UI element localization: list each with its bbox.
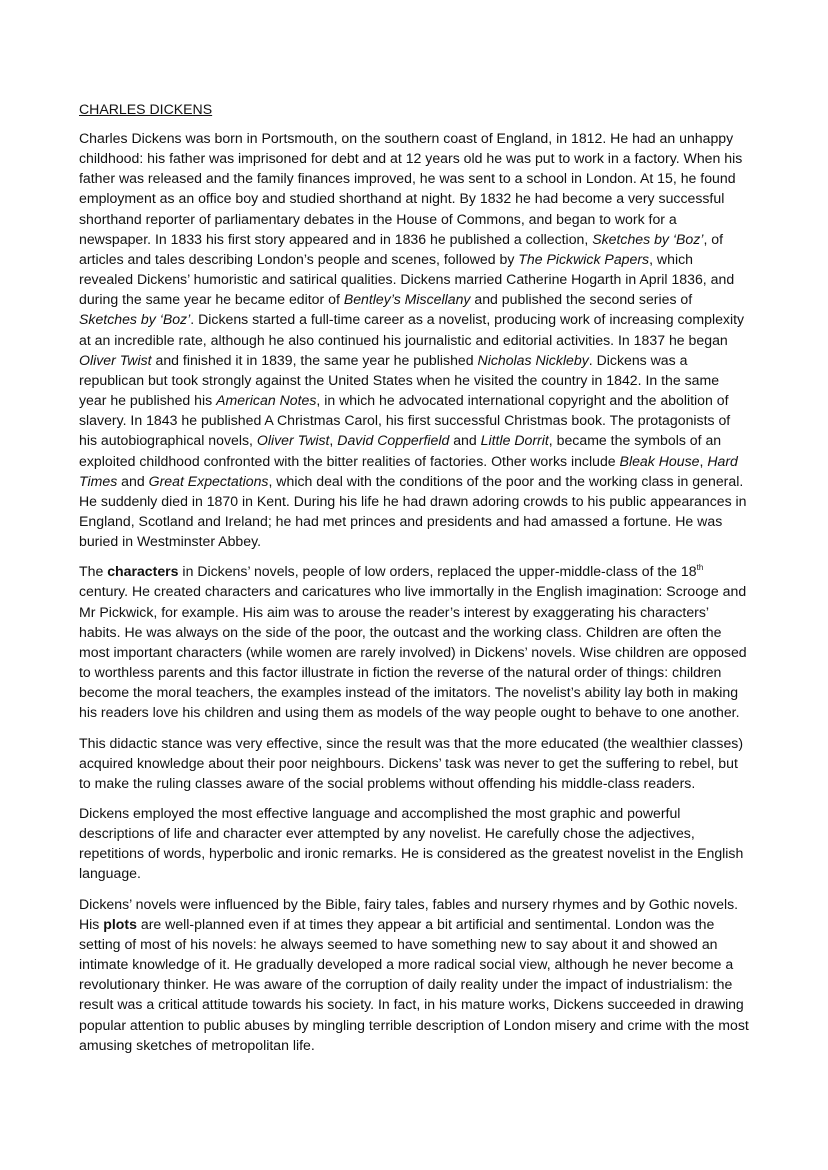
text-run: , in which he advocated international copyright and the abolition of slavery. In 1843 he published A Christmas Carol, his first successful Christmas book. The protagonists of his autobiographical novels, [79, 392, 731, 449]
book-title: Bentley’s Miscellany [343, 291, 471, 308]
keyword-plots: plots [103, 915, 137, 932]
document-page [79, 99, 749, 1065]
book-title: Oliver Twist [79, 351, 152, 368]
text-run: , [329, 432, 338, 449]
paragraph-didactic: This didactic stance was very effective, since the result was that the more educated (the wealthier classes) acquired knowledge about their poor neighbours. Dickens’ task was never to get the suffering to rebel, but to make the ruling classes aware of the social problems without offending his middle-class readers. [79, 734, 744, 791]
paragraph-language: Dickens employed the most effective language and accomplished the most graphic and powerful descriptions of life and character ever attempted by any novelist. He carefully chose the adjectives, repetitions of words, hyperbolic and ironic remarks. He is considered as the greatest novelist in the English language. [79, 805, 744, 882]
text-run: , which revealed Dickens’ humoristic and satirical qualities. Dickens married Catherine Hogarth in April 1836, and during the same year he became editor of [79, 250, 735, 308]
ordinal-suffix: th [696, 563, 704, 573]
book-title: Little Dorrit [480, 432, 549, 449]
text-run: and published the second series of [470, 291, 693, 308]
text-run: and finished it in 1839, the same year he published [151, 351, 478, 368]
book-title: Nicholas Nickleby [477, 351, 589, 368]
book-title: The Pickwick Papers [518, 250, 650, 267]
book-title: Hard Times [79, 452, 738, 489]
book-title: David Copperfield [337, 432, 450, 449]
paragraph-characters [79, 561, 749, 722]
text-run: Dickens’ novels were influenced by the Bible, fairy tales, fables and nursery rhymes and by Gothic novels. His [79, 895, 739, 932]
text-run: century. He created characters and caricatures who live immortally in the English imagination: Scrooge and Mr Pickwick, for example. His aim was to arouse the reader’s interest by exaggerating his characters’ habits. He was always on the side of the poor, the outcast and the working class. Children are often the most important characters (while women are rarely involved) in Dickens’ novels. Wise children are opposed to worthless parents and this factor illustrate in fiction the reverse of the natural order of things: children become the moral teachers, the examples instead of the imitators. The novelist’s ability lay both in making his readers love his children and using them as models of the way people ought to behave to one another. [79, 583, 747, 721]
book-title: Sketches by ‘Boz’ [592, 230, 704, 247]
text-run: and [449, 432, 481, 449]
text-run: in Dickens’ novels, people of low orders, replaced the upper-middle-class of the 18 [178, 563, 697, 580]
book-title: Oliver Twist [256, 432, 330, 449]
text-run: , of articles and tales describing London’s people and scenes, followed by [79, 230, 724, 267]
text-run: . Dickens was a republican but took strongly against the United States when he visited the country in 1842. In the same year he published his [79, 351, 720, 409]
text-run: are well-planned even if at times they appear a bit artificial and sentimental. London was the setting of most of his novels: he always seemed to have something new to say about it and showed an intimate knowledge of it. He gradually developed a more radical social view, although he never become a revolutionary thinker. He was aware of the corruption of daily reality under the impact of industrialism: the result was a critical attitude towards his society. In fact, in his mature works, Dickens succeeded in drawing popular attention to public abuses by mingling terrible description of London misery and crime with the most amusing sketches of metropolitan life. [79, 915, 749, 1053]
keyword-characters: characters [107, 563, 179, 580]
paragraph-biography [79, 128, 749, 551]
document-title: CHARLES DICKENS [79, 101, 213, 117]
text-run: , which deal with the conditions of the poor and the working class in general. He suddenly died in 1870 in Kent. During his life he had drawn adoring crowds to his public appearances in England, Scotland and Ireland; he had met princes and presidents and had amassed a fortune. He was buried in Westminster Abbey. [79, 472, 747, 550]
text-run: The [79, 563, 108, 580]
book-title: Sketches by ‘Boz’ [79, 311, 191, 328]
text-run: Charles Dickens was born in Portsmouth, on the southern coast of England, in 1812. He had an unhappy childhood: his father was imprisoned for debt and at 12 years old he was put to work in a factory. When his father was released and the family finances improved, he was sent to a school in London. At 15, he found employment as an office boy and studied shorthand at night. By 1832 he had become a very successful shorthand reporter of parliamentary debates in the House of Commons, and began to work for a newspaper. In 1833 his first story appeared and in 1836 he published a collection, [79, 130, 743, 247]
book-title: Great Expectations [148, 472, 269, 489]
text-run: and [117, 472, 149, 489]
book-title: Bleak House [619, 452, 700, 469]
text-run: . Dickens started a full-time career as a novelist, producing work of increasing complexity at an incredible rate, although he also continued his journalistic and editorial activities. In 1837 he began [79, 311, 745, 348]
book-title: American Notes [216, 392, 317, 409]
text-run: , [699, 452, 708, 469]
text-run: , became the symbols of an exploited childhood confronted with the bitter realities of factories. Other works include [79, 432, 722, 469]
paragraph-plots [79, 894, 749, 1055]
